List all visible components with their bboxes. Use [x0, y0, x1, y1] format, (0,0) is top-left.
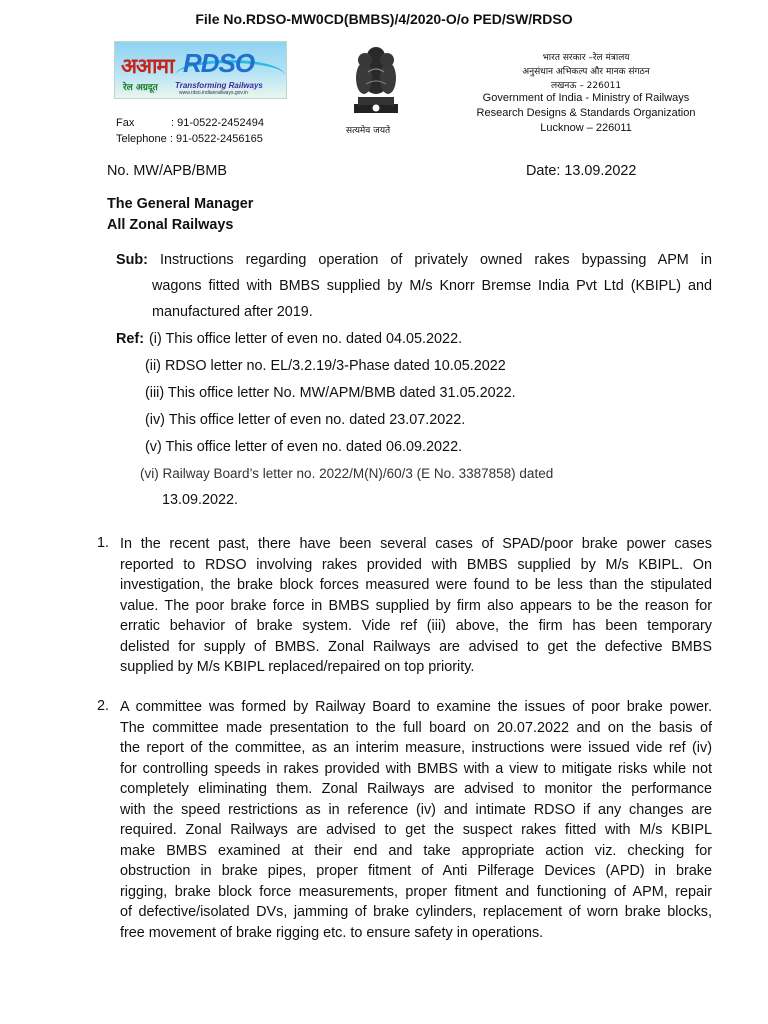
fax-line	[116, 117, 264, 129]
reference-item-1: (i) This office letter of even no. dated 04.05.2022.	[149, 331, 463, 347]
subject-line1: Instructions regarding operation of privately owned rakes bypassing APM in	[160, 252, 712, 268]
paragraph-2-line: obstruction in brake pipes, proper fitment of Anti Pilferage Devices (APD) in brake	[120, 863, 712, 879]
logo-rdso-text: RDSO	[183, 48, 255, 78]
paragraph-2-line: A committee was formed by Railway Board to examine the issues of poor brake power.	[120, 699, 712, 715]
fax-label: Fax	[116, 117, 135, 129]
paragraph-1-line: supplied by M/s KBIPL replaced/repaired on top priority.	[120, 659, 475, 675]
org-hindi-line3: लखनऊ – 226011	[550, 81, 622, 91]
paragraph-1-line: erratic behavior of brake system. Vide ref (iii) above, the firm has been temporary	[120, 618, 712, 634]
paragraph-2-line: rigging, brake block force measurements, proper fitment and functioning of APM, repair	[120, 883, 712, 900]
rdso-logo	[114, 41, 287, 99]
addressee-line1: The General Manager	[107, 196, 254, 212]
reference-item-3: (iii) This office letter No. MW/APM/BMB dated 31.05.2022.	[145, 385, 516, 401]
paragraph-2-line: required. Zonal Railways are advised to get the suspect rakes fitted with M/s KBIPL	[120, 822, 712, 838]
paragraph-number-1: 1.	[97, 535, 110, 551]
letter-date: Date: 13.09.2022	[526, 163, 637, 179]
paragraph-2-line: completely eliminating them. Zonal Railways are advised to monitor the performance	[120, 781, 712, 797]
paragraph-2-line: free movement of brake rigging etc. to ensure safety in operations.	[120, 924, 544, 941]
paragraph-2-line: of defective/isolated DVs, jamming of brake cylinders, replacement of worn brake blocks,	[120, 904, 712, 920]
org-line3: Lucknow – 226011	[540, 122, 632, 134]
reference-item-2: (ii) RDSO letter no. EL/3.2.19/3-Phase dated 10.05.2022	[145, 358, 506, 374]
letter-number: No. MW/APB/BMB	[107, 163, 227, 179]
subject-label: Sub:	[116, 252, 148, 268]
telephone-value: 91-0522-2456165	[175, 133, 263, 145]
paragraph-2-line: the report of the committee, as an interim measure, instructions were issued vide ref (iv)	[120, 740, 712, 756]
paragraph-1-line: reported to RDSO involving rakes provided with BMBS supplied by M/s KBIPL. On	[120, 556, 712, 573]
addressee-line2: All Zonal Railways	[107, 217, 234, 233]
logo-website: www.rdso.indianrailways.gov.in	[179, 90, 248, 96]
telephone-label: Telephone :	[116, 133, 173, 145]
paragraph-2-line: for controlling speeds in rakes provided with BMBS with a view to mitigate risks while not	[120, 760, 712, 777]
file-number: File No.RDSO-MW0CD(BMBS)/4/2020-O/o PED/SW/RDSO	[195, 11, 573, 27]
paragraph-number-2: 2.	[97, 698, 110, 714]
paragraph-1-line: delisted for supply of BMBS. Zonal Railways are advised to get the defective BMBS	[120, 638, 712, 655]
subject-line2: wagons fitted with BMBS supplied by M/s Knorr Bremse India Pvt Ltd (KBIPL) and	[152, 278, 712, 294]
reference-label: Ref:	[116, 331, 144, 347]
reference-item-5: (v) This office letter of even no. dated 06.09.2022.	[145, 439, 463, 455]
org-line1: Government of India - Ministry of Railways	[482, 92, 690, 104]
paragraph-1-line: value. The poor brake force in BMBS supplied by firm also appears to be the reason for	[120, 597, 712, 614]
org-line2: Research Designs & Standards Organization	[476, 107, 696, 119]
national-emblem-icon	[348, 42, 404, 118]
reference-item-6-cont: 13.09.2022.	[162, 492, 239, 508]
paragraph-2-line: with the speed restrictions as in reference (iv) and intimate RDSO if any changes are	[120, 801, 712, 818]
reference-item-4: (iv) This office letter of even no. dated 23.07.2022.	[145, 412, 466, 428]
reference-item-6: (vi) Railway Board’s letter no. 2022/M(N)/60/3 (E No. 3387858) dated	[140, 466, 554, 481]
paragraph-2-line: The committee made presentation to the full board on 20.07.2022 and on the basis of	[120, 719, 712, 736]
org-hindi-line1: भारत सरकार –रेल मंत्रालय	[542, 53, 630, 63]
paragraph-1	[120, 534, 712, 678]
logo-tag-hindi: रेल अग्रदूत	[123, 83, 158, 93]
logo-tag-english: Transforming Railways	[175, 81, 263, 90]
org-hindi-line2: अनुसंधान अभिकल्प और मानक संगठन	[522, 67, 650, 77]
emblem-caption: सत्यमेव जयते	[346, 126, 391, 136]
paragraph-1-line: investigation, the brake block forces measured were found to be less than the stipulated	[120, 577, 712, 593]
paragraph-2-line: make BMBS examined at their end and take appropriate action viz. checking for	[120, 842, 712, 859]
paragraph-2	[120, 697, 712, 943]
paragraph-1-line: In the recent past, there have been several cases of SPAD/poor brake power cases	[120, 536, 712, 552]
telephone-line	[116, 133, 263, 145]
logo-hindi-text: अआमा	[121, 54, 174, 78]
fax-value: : 91-0522-2452494	[171, 117, 264, 129]
subject-line3: manufactured after 2019.	[152, 304, 313, 320]
